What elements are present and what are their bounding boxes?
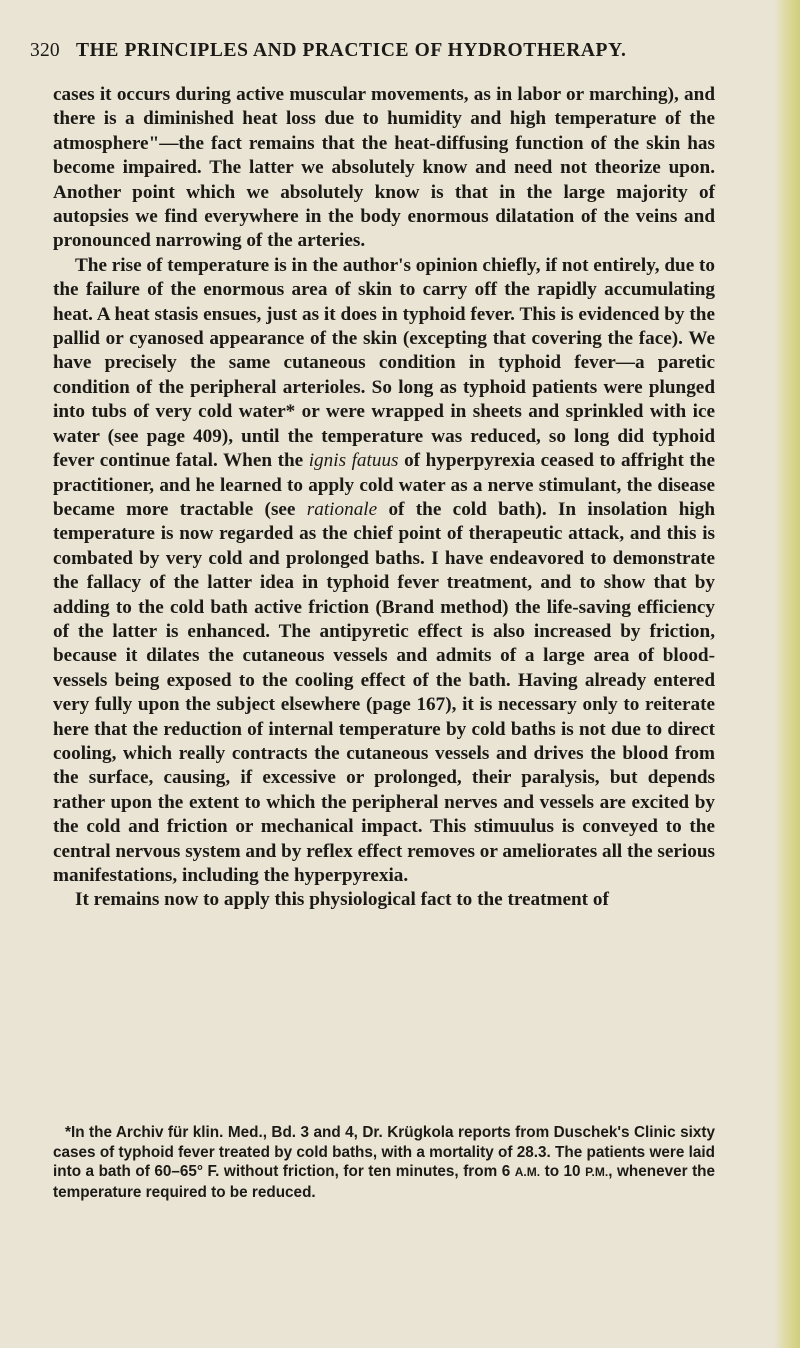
paragraph-text: It remains now to apply this physiological fact to the treatment of (75, 889, 609, 911)
paragraph-temperature (53, 254, 715, 889)
paragraph-text: of the cold bath). In insolation high temperature is now regarded as the chief point of therapeutic attack, and this is combated by very cold and prolonged baths. I have endeavored to demonstrate the fallacy of the latter idea in typhoid fever treatment, and to show that by adding to the cold bath active friction (Brand method) the life-saving efficiency of the latter is enhanced. The antipyretic effect is also increased by friction, because it dilates the cutaneous vessels and admits of a large area of blood-vessels being exposed to the cooling effect of the bath. Having already entered very fully upon the subject elsewhere (page 167), it is necessary only to reiterate here that the reduction of internal temperature by cold baths is not due to direct cooling, which really contracts the cutaneous vessels and drives the blood from the surface, causing, if excessive or prolonged, their paralysis, but depends rather upon the extent to which the peripheral nerves and vessels are excited by the cold and friction or mechanical impact. This stimuulus is conveyed to the central nervous system and by reflex effect removes or ameliorates all the serious manifestations, including the hyperpyrexia. (53, 498, 715, 886)
footnote-text: *In the Archiv für klin. Med., Bd. 3 and 4, Dr. Krügkola reports from Duschek's Clinic sixty cases of typhoid fever treated by cold baths, with a mortality of 28.3. The patients were laid into a bath of 60–65° F. without friction, for ten minutes, from 6 (53, 1124, 715, 1181)
page-edge-discoloration (774, 0, 800, 1348)
paragraph-continuation (53, 83, 715, 254)
paragraph-text: cases it occurs during active muscular movements, as in labor or marching), and there is a diminished heat loss due to humidity and high temperature of the atmosphere"—the fact remains that the heat-diffusing function of the skin has become impaired. The latter we absolutely know and need not theorize upon. Another point which we absolutely know is that in the large majority of autopsies we find everywhere in the body enormous dilatation of the veins and pronounced narrowing of the arteries. (53, 84, 715, 252)
footnote (53, 1123, 715, 1202)
paragraph-text: The rise of temperature is in the author's opinion chiefly, if not entirely, due to the failure of the enormous area of skin to carry off the rapidly accumulating heat. A heat stasis ensues, just as it does in typhoid fever. This is evidenced by the pallid or cyanosed appearance of the skin (excepting that covering the face). We have precisely the same cutaneous condition in typhoid fever—a paretic condition of the peripheral arterioles. So long as typhoid patients were plunged into tubs of very cold water* or were wrapped in sheets and sprinkled with ice water (see page 409), until the temperature was reduced, so long did typhoid fever continue fatal. When the (53, 254, 715, 472)
footnote-time-am: A.M. (514, 1165, 541, 1180)
body-text (53, 83, 715, 913)
paragraph-text: of hyperpyrexia ceased to affright the practitioner, and he learned to apply cold water as a nerve stimulant, the disease became more tractable (see (53, 450, 716, 520)
running-header (30, 40, 730, 62)
footnote-text: , whenever the temperature required to be reduced. (53, 1163, 716, 1201)
page-number: 320 (30, 40, 60, 61)
paragraph-closing (53, 888, 715, 912)
running-title: THE PRINCIPLES AND PRACTICE OF HYDROTHERAPY. (76, 40, 627, 61)
italic-term: ignis fatuus (308, 450, 399, 472)
footnote-time-pm: P.M. (585, 1165, 609, 1180)
footnote-text: to 10 (540, 1163, 586, 1181)
italic-term: rationale (306, 498, 378, 520)
